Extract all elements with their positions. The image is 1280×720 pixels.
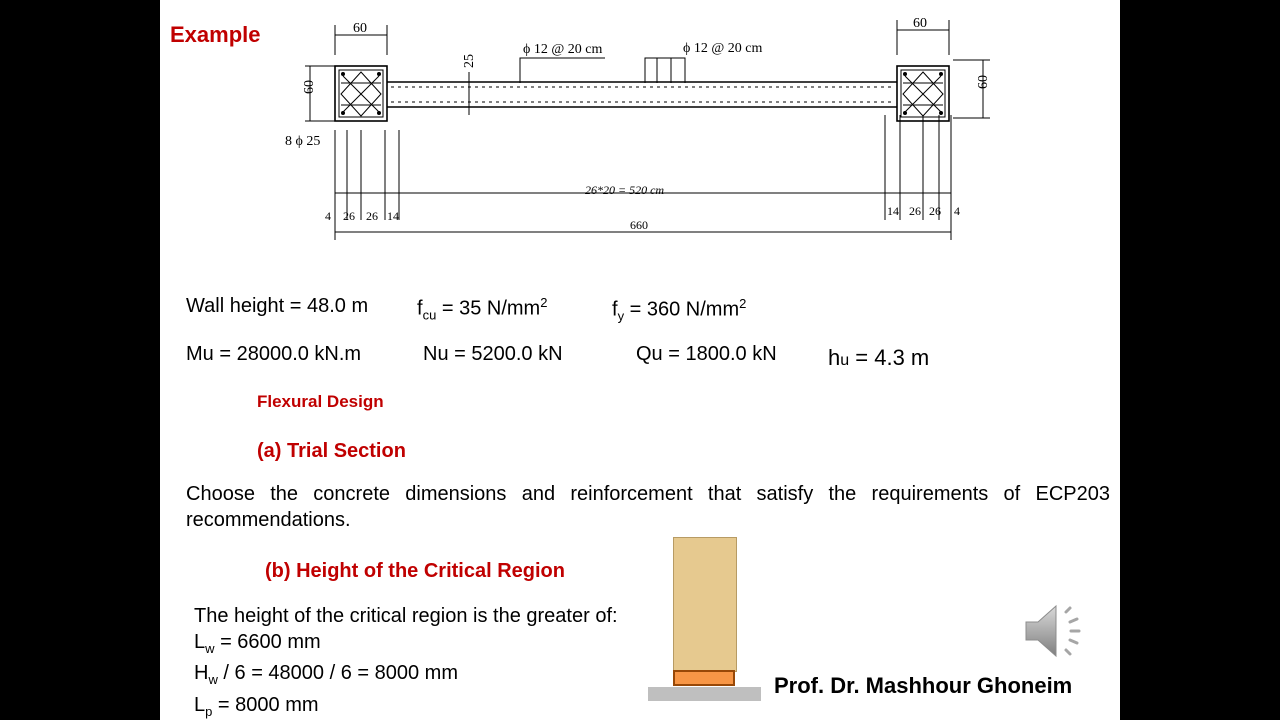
spacing-total: 26*20 = 520 cm (585, 183, 665, 197)
critical-region-list (194, 604, 618, 720)
left-dim-2: 26 (343, 209, 355, 223)
nu-value: Nu = 5200.0 kN (423, 343, 563, 365)
lw-line: $L_w = 6600$ mm (194, 630, 321, 656)
fcu-value: $f_{cu} = 35$ $N/mm^2$ (417, 295, 548, 323)
left-dim-3: 26 (366, 209, 378, 223)
col-width-right: 60 (913, 16, 927, 31)
flexural-design-heading: Flexural Design (257, 392, 384, 411)
wall-thickness: 25 (462, 54, 477, 68)
qu-value: Qu = 1800.0 kN (636, 343, 777, 365)
wall-section-drawing (275, 10, 995, 250)
speaker-icon[interactable] (1022, 600, 1090, 667)
critical-region-block (673, 670, 735, 686)
lp-line: $L_p = 8000$ mm (194, 693, 319, 719)
critical-region-heading: (b) Height of the Critical Region (265, 560, 565, 582)
fy-value: $f_y = 360$ $N/mm^2$ (612, 296, 747, 324)
overall-length: 660 (630, 218, 648, 232)
wall-height: Wall height = 48.0 m (186, 295, 369, 317)
right-dim-2: 26 (909, 204, 921, 218)
col-depth-left: 60 (302, 80, 317, 94)
critical-intro: The height of the critical region is the greater of: (194, 605, 618, 627)
col-width-left: 60 (353, 21, 367, 36)
right-dim-3: 26 (929, 204, 941, 218)
ground-base (648, 687, 761, 701)
right-dim-1: 14 (887, 204, 899, 218)
column-bars-label: 8 ϕ 25 (285, 134, 321, 149)
left-dim-4: 14 (387, 209, 399, 223)
rebar-label-2: ϕ 12 @ 20 cm (683, 41, 763, 56)
left-dim-1: 4 (325, 209, 331, 223)
slide (160, 0, 1120, 720)
col-depth-right: 60 (976, 75, 991, 89)
trial-section-text: Choose the concrete dimensions and reinforcement that satisfy the requirements of ECP203 recommendations. (186, 483, 1110, 531)
right-dim-4: 4 (954, 204, 960, 218)
rebar-label-1: ϕ 12 @ 20 cm (523, 42, 603, 57)
hu-value: hu = 4.3 m (828, 345, 930, 370)
slide-title: Example (170, 22, 261, 47)
trial-section-heading: (a) Trial Section (257, 440, 406, 462)
author-name: Prof. Dr. Mashhour Ghoneim (774, 673, 1073, 698)
wall-elevation (673, 537, 737, 672)
hw-line: $H_w / 6 = 48000 / 6 = 8000$ mm (194, 662, 458, 687)
mu-value: Mu = 28000.0 kN.m (186, 343, 362, 365)
